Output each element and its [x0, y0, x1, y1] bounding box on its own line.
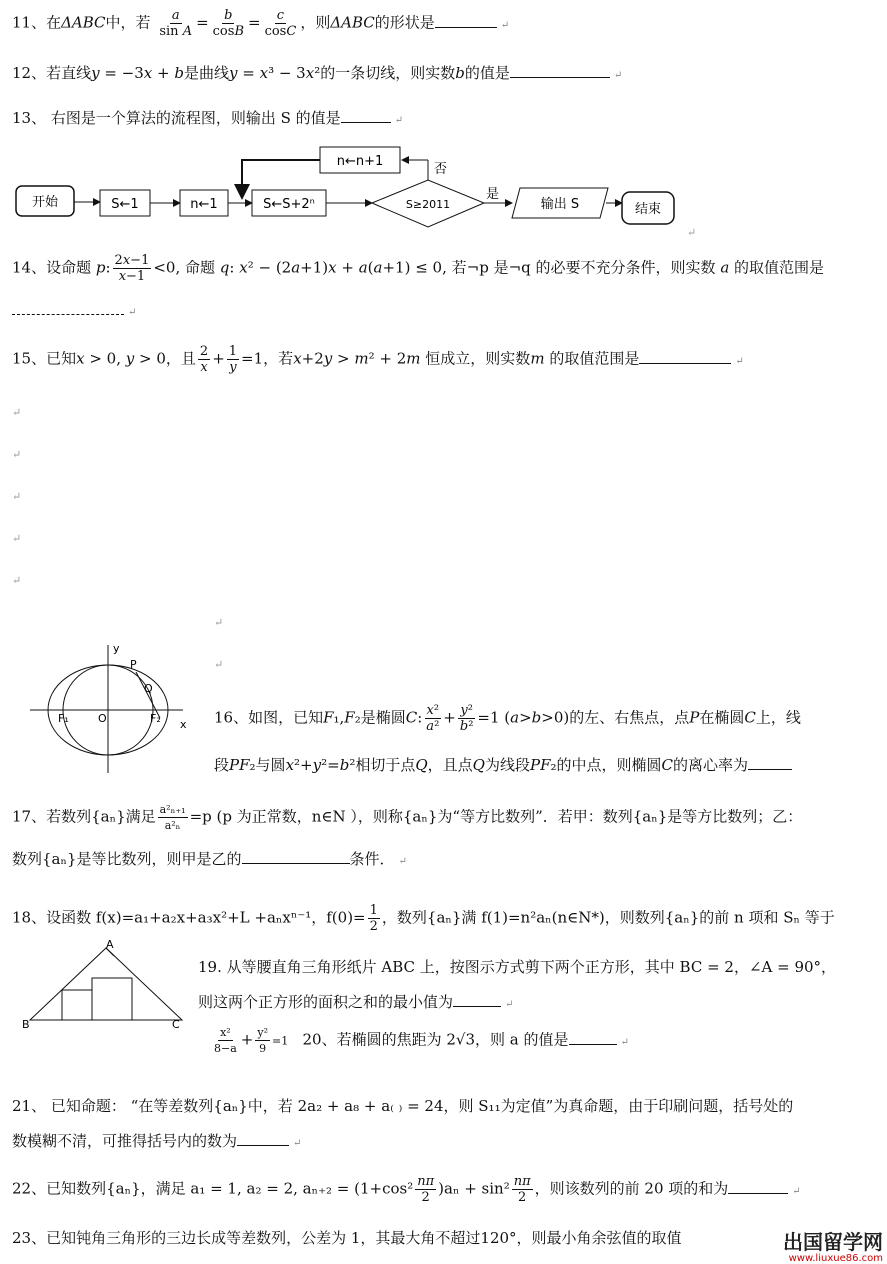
answer-blank[interactable] — [728, 1179, 788, 1194]
n1-label: n←1 — [190, 197, 218, 212]
focus-f2-label: F₂ — [150, 712, 161, 725]
question-11: 11、在ΔABC中，若 $\frac{a}{\text{sin A}}$ = $\frac{b}{\cos B}$ = $\frac{c}{\cos C}$ ，则ΔABC的形状是 ↵ — [12, 8, 510, 39]
question-17-line2: 数列{aₙ}是等比数列，则甲是乙的 条件． ↵ — [12, 850, 407, 868]
flowchart — [10, 140, 710, 235]
question-21-line2: 数模糊不清，可推得括号内的数为 ↵ — [12, 1132, 302, 1150]
question-22: 22、已知数列{aₙ}，满足 a₁ = 1, a₂ = 2, aₙ₊₂ = (1+cos² $\frac{n\pi}{2}$ )aₙ + sin² $\frac{n\pi}{2}$ ，则该数列的前 20 项的和为 ↵ — [12, 1174, 801, 1205]
triangle-figure — [22, 940, 192, 1032]
vertex-b-label: B — [22, 1018, 30, 1031]
vertex-a-label: A — [106, 940, 114, 951]
question-13: 13、 右图是一个算法的流程图，则输出 S 的值是 ↵ — [12, 109, 404, 127]
answer-blank[interactable] — [453, 992, 501, 1007]
question-16-line1: 16、如图，已知F₁,F₂是椭圆C: $\frac{\text{x²}}{\text{a²}}$ + $\frac{\text{y²}}{\text{b²}}$ =1 (a>b>0)的左、右焦点，点P在椭圆C上，线 — [214, 703, 801, 734]
axis-y-label: y — [113, 642, 120, 655]
axis-x-label: x — [180, 718, 187, 731]
point-q-label: Q — [144, 682, 153, 695]
answer-blank[interactable] — [12, 300, 124, 315]
ellipse-figure — [28, 640, 198, 780]
question-19-line1: 19. 从等腰直角三角形纸片 ABC 上，按图示方式剪下两个正方形，其中 BC = 2，∠A = 90°， — [198, 958, 837, 976]
ss-label: S←S+2ⁿ — [263, 197, 315, 212]
focus-f1-label: F₁ — [58, 712, 69, 725]
question-16-line2: 段PF₂与圆x²+y²=b²相切于点Q，且点Q为线段PF₂的中点，则椭圆C的离心率为 — [214, 755, 792, 775]
question-12: 12、若直线y = −3x + b是曲线y = x³ − 3x²的一条切线，则实数b的值是 ↵ — [12, 64, 623, 82]
answer-line-14: ↵ — [12, 300, 136, 323]
answer-blank[interactable] — [569, 1030, 617, 1045]
no-label: 否 — [434, 162, 448, 177]
s1-label: S←1 — [111, 197, 139, 212]
question-15: 15、已知x > 0, y > 0，且 $\frac{2}{x}$ + $\frac{1}{y}$ =1，若x+2y > m² + 2m 恒成立，则实数m 的取值范围是 ↵ — [12, 344, 744, 375]
answer-blank[interactable] — [510, 63, 610, 78]
yes-label: 是 — [486, 187, 500, 202]
question-19-line2: 则这两个正方形的面积之和的最小值为 ↵ — [198, 993, 514, 1011]
answer-blank[interactable] — [237, 1131, 289, 1146]
question-14: 14、设命题 p: $\frac{2x-1}{x-1}$ <0, 命题 q: x² − (2a+1)x + a(a+1) ≤ 0, 若¬p 是¬q 的必要不充分条件，则实数 a 的取值范围是 — [12, 253, 825, 284]
question-18: 18、设函数 f(x)=a₁+a₂x+a₃x²+L +aₙxⁿ⁻¹，f(0)= $\frac{1}{2}$ ，数列{aₙ}满 f(1)=n²aₙ(n∈N*)，则数列{aₙ}的前 n 项和 Sₙ 等于 — [12, 903, 835, 934]
answer-blank[interactable] — [242, 849, 350, 864]
nn-label: n←n+1 — [336, 154, 384, 169]
vertex-c-label: C — [172, 1018, 180, 1031]
point-p-label: P — [130, 658, 137, 671]
question-20: $\frac{\text{x²}}{8-a}$ + $\frac{\text{y²}}{9}$ =1 20、若椭圆的焦距为 2√3，则 a 的值是 ↵ — [214, 1026, 629, 1055]
watermark-logo: 出国留学网 www.liuxue86.com — [783, 1230, 883, 1264]
start-label: 开始 — [31, 195, 59, 210]
question-21-line1: 21、 已知命题： “在等差数列{aₙ}中，若 2a₂ + a₈ + a₍ ₎ = 24，则 S₁₁为定值”为真命题，由于印刷问题，括号处的 — [12, 1097, 794, 1115]
end-label: 结束 — [634, 202, 662, 217]
answer-blank[interactable] — [639, 349, 731, 364]
answer-blank[interactable] — [435, 13, 497, 28]
out-label: 输出 S — [540, 197, 580, 212]
answer-blank[interactable] — [748, 755, 792, 770]
question-23: 23、已知钝角三角形的三边长成等差数列，公差为 1，其最大角不超过120°，则最小角余弦值的取值 — [12, 1229, 682, 1247]
cond-label: S≥2011 — [405, 198, 451, 211]
origin-label: O — [98, 712, 107, 725]
answer-blank[interactable] — [341, 108, 391, 123]
question-17-line1: 17、若数列{aₙ}满足 $\frac{\text{a²ₙ₊₁}}{\text{a²ₙ}}$ =p (p 为正常数，n∈N ），则称{aₙ}为“等方比数列”．若甲：数列{aₙ}是等方比数列；乙： — [12, 803, 803, 832]
